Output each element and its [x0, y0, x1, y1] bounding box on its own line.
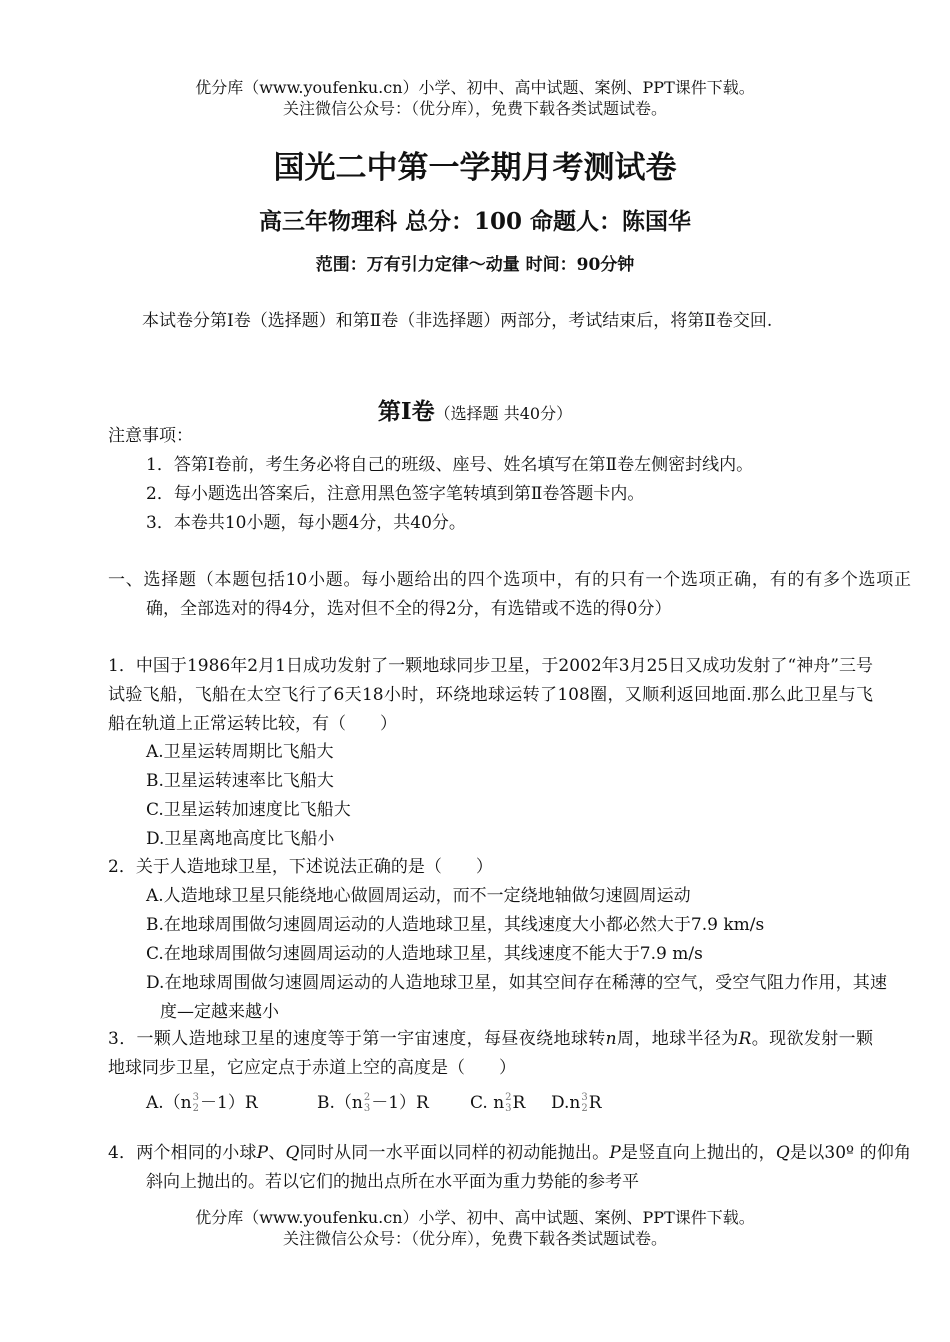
footer-line-1: 优分库（www.youfenku.cn）小学、初中、高中试题、案例、PPT课件下载。 — [195, 1208, 755, 1227]
question-1-option-b: B.卫星运转速率比飞船大 — [146, 771, 334, 791]
question-2-option-c: C.在地球周围做匀速圆周运动的人造地球卫星，其线速度不能大于7.9 m/s — [146, 944, 703, 964]
question-3-option-d — [551, 1089, 602, 1118]
q3-stem-a: 3．一颗人造地球卫星的速度等于第一宇宙速度，每昼夜绕地球转 — [108, 1029, 606, 1049]
question-2-option-b: B.在地球周围做匀速圆周运动的人造地球卫星，其线速度大小都必然大于7.9 km/s — [146, 915, 765, 935]
frac-den: 2 — [192, 1102, 200, 1114]
q4-sep: 、 — [268, 1143, 286, 1163]
q4-q-var: Q — [285, 1143, 300, 1163]
q3-opt-b-pre: B.（n — [317, 1093, 363, 1113]
q4-q-var: Q — [775, 1143, 790, 1163]
section-note: （选择题 共40分） — [434, 404, 573, 423]
q3-opt-a-pre: A.（n — [146, 1093, 192, 1113]
note-item: 2．每小题选出答案后，注意用黑色签字笔转填到第Ⅱ卷答题卡内。 — [146, 484, 645, 504]
scope-line: 范围：万有引力定律～动量 时间：90分钟 — [315, 255, 635, 275]
q3-r-var: R — [738, 1029, 752, 1049]
frac-den: 3 — [363, 1102, 371, 1114]
q3-opt-c-post: R — [512, 1093, 526, 1113]
question-4-stem — [108, 1139, 911, 1197]
q4-a: 4．两个相同的小球 — [108, 1143, 257, 1163]
header-line-1: 优分库（www.youfenku.cn）小学、初中、高中试题、案例、PPT课件下载。 — [195, 78, 755, 97]
question-2-option-a: A.人造地球卫星只能绕地心做圆周运动，而不一定绕地轴做匀速圆周运动 — [146, 886, 691, 906]
part1-instructions — [108, 566, 911, 624]
notes-heading: 注意事项： — [108, 426, 193, 446]
frac-num: 3 — [581, 1091, 588, 1103]
question-3-option-c — [470, 1089, 525, 1118]
fraction-exponent — [193, 1092, 199, 1114]
q4-p-var: P — [256, 1143, 269, 1163]
part1-label: 一、选择题 — [108, 570, 197, 590]
note-item: 3．本卷共10小题，每小题4分，共40分。 — [146, 513, 466, 533]
fraction-exponent — [581, 1092, 587, 1114]
q4-b: 同时从同一水平面以同样的初动能抛出。 — [299, 1143, 610, 1163]
footer-line-2: 关注微信公众号：（优分库），免费下载各类试题试卷。 — [282, 1229, 667, 1248]
note-item: 1．答第Ⅰ卷前，考生务必将自己的班级、座号、姓名填写在第Ⅱ卷左侧密封线内。 — [146, 455, 754, 475]
frac-num: 2 — [505, 1091, 512, 1103]
frac-den: 3 — [505, 1102, 512, 1114]
intro-paragraph: 本试卷分第Ⅰ卷（选择题）和第Ⅱ卷（非选择题）两部分，考试结束后，将第Ⅱ卷交回. — [142, 311, 773, 331]
question-1-option-c: C.卫星运转加速度比飞船大 — [146, 800, 351, 820]
frac-num: 2 — [363, 1091, 371, 1103]
q3-n-var: n — [605, 1029, 617, 1049]
frac-den: 2 — [581, 1102, 588, 1114]
q3-stem-c: 。现欲发射一颗地球同步卫星，它应定点于赤道上空的高度是（ ） — [108, 1029, 874, 1078]
section-title: 第Ⅰ卷 — [377, 398, 435, 425]
question-2-stem: 2．关于人造地球卫星，下述说法正确的是（ ） — [108, 857, 493, 877]
part1-desc: （本题包括10小题。每小题给出的四个选项中，有的只有一个选项正确，有的有多个选项正确，全部选对的得4分，选对但不全的得2分，有选错或不选的得0分） — [146, 570, 911, 619]
q3-stem-b: 周，地球半径为 — [616, 1029, 739, 1049]
frac-num: 3 — [192, 1091, 200, 1103]
q4-c: 是竖直向上抛出的， — [620, 1143, 776, 1163]
question-3-stem — [108, 1025, 873, 1083]
header-line-2: 关注微信公众号：（优分库），免费下载各类试题试卷。 — [282, 99, 667, 118]
question-1-option-d: D.卫星离地高度比飞船小 — [146, 829, 335, 849]
q3-opt-a-post: －1）R — [200, 1093, 258, 1113]
question-2-option-d: D.在地球周围做匀速圆周运动的人造地球卫星，如其空间存在稀薄的空气，受空气阻力作用，其速度—定越来越小 — [146, 973, 887, 1022]
q3-opt-d-pre: D.n — [551, 1093, 581, 1113]
page-title: 国光二中第一学期月考测试卷 — [273, 150, 677, 186]
subtitle: 高三年物理科 总分：100 命题人：陈国华 — [258, 208, 692, 235]
question-1-option-a: A.卫星运转周期比飞船大 — [146, 742, 334, 762]
q3-opt-c-pre: C. n — [470, 1093, 505, 1113]
question-3-option-a — [146, 1089, 258, 1118]
fraction-exponent — [505, 1092, 511, 1114]
q3-opt-d-post: R — [588, 1093, 602, 1113]
q3-opt-b-post: －1）R — [371, 1093, 429, 1113]
q4-d: 是以30º 的仰角斜向上抛出的。若以它们的抛出点所在水平面为重力势能的参考平 — [146, 1143, 912, 1192]
question-3-option-b — [317, 1089, 429, 1118]
fraction-exponent — [364, 1092, 370, 1114]
question-1-stem: 1．中国于1986年2月1日成功发射了一颗地球同步卫星，于2002年3月25日又成功发射了“神舟”三号试验飞船，飞船在太空飞行了6天18小时，环绕地球运转了108圈，又顺利返回地面.那么此卫星与飞船在轨道上正常运转比较，有（ ） — [108, 656, 873, 734]
q4-p-var: P — [609, 1143, 621, 1163]
